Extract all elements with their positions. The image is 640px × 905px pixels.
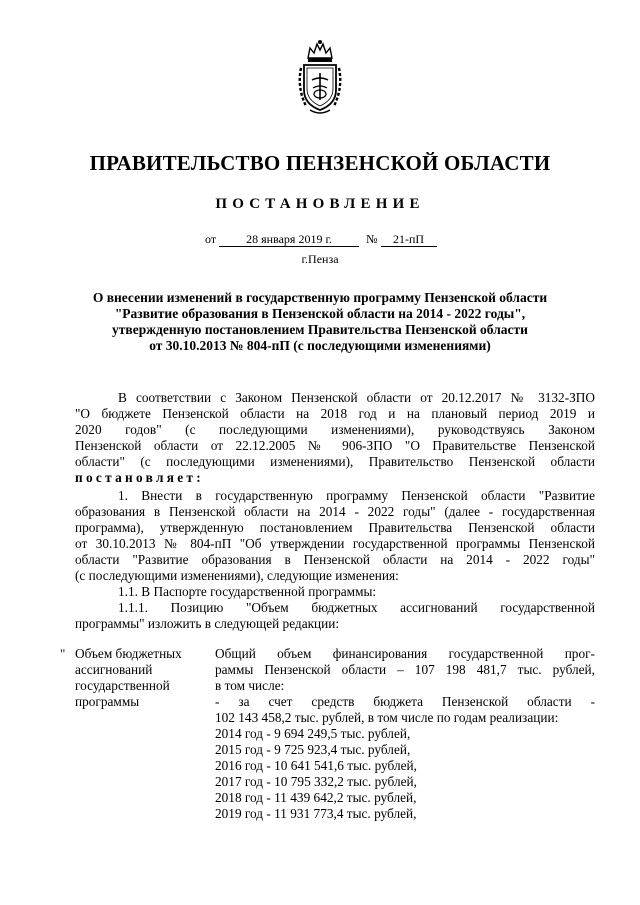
content-line: 102 143 458,2 тыс. рублей, в том числе по годам реализации: (215, 710, 559, 725)
preamble-line: "О бюджете Пензенской области на 2018 год и на плановый период 2019 и (75, 406, 595, 421)
document-type: ПОСТАНОВЛЕНИЕ (215, 196, 425, 212)
label-line: Объем бюджетных (75, 646, 182, 661)
content-line: раммы Пензенской области – 107 198 481,7 тыс. рублей, (215, 662, 595, 677)
document-number: 21-пП (381, 233, 437, 247)
date-prefix: от (205, 232, 217, 246)
title-line: О внесении изменений в государственную программу Пензенской области (92, 290, 548, 305)
date-line (205, 232, 437, 247)
item-1-line: образования в Пензенской области на 2014 - 2022 годы" (далее - государственная (75, 504, 595, 519)
item-1-line: области "Развитие образования в Пензенской области на 2014 - 2022 годы" (75, 552, 595, 567)
content-line: 2017 год - 10 795 332,2 тыс. рублей, (215, 774, 417, 789)
number-prefix: № (366, 232, 378, 246)
coat-of-arms-icon (296, 38, 344, 114)
item-1-line: программа), утвержденную постановлением Правительства Пензенской области (75, 520, 595, 535)
title-line: "Развитие образования в Пензенской области на 2014 - 2022 годы", (114, 306, 526, 321)
opening-quote: " (60, 646, 66, 661)
item-1-line: 1. Внести в государственную программу Пензенской области "Развитие (118, 488, 595, 503)
content-line: 2018 год - 11 439 642,2 тыс. рублей, (215, 790, 417, 805)
document-title (0, 290, 640, 354)
content-line: 2015 год - 9 725 923,4 тыс. рублей, (215, 742, 411, 757)
item-1-line: (с последующими изменениями), следующие изменения: (75, 568, 399, 583)
preamble-line: Пензенской области от 22.12.2005 № 906-ЗПО "О Правительстве Пензенской (75, 438, 595, 453)
label-line: ассигнований (75, 662, 153, 677)
label-line: государственной (75, 678, 170, 693)
document-date: 28 января 2019 г. (219, 233, 359, 247)
preamble-line: 2020 годов" (с последующими изменениями), руководствуясь Законом (75, 422, 595, 437)
content-line: 2019 год - 11 931 773,4 тыс. рублей, (215, 806, 417, 821)
table-label-cell (75, 646, 205, 710)
table-content-cell (215, 646, 595, 822)
item-1 (75, 488, 595, 632)
content-line: в том числе: (215, 678, 285, 693)
content-line: Общий объем финансирования государственной прог- (215, 646, 595, 661)
item-1-1: 1.1. В Паспорте государственной программы: (118, 584, 377, 599)
content-line: - за счет средств бюджета Пензенской области - (215, 694, 595, 709)
title-line: утвержденную постановлением Правительства Пензенской области (112, 322, 528, 337)
item-1-line: от 30.10.2013 № 804-пП "Об утверждении государственной программы Пензенской (75, 536, 595, 551)
preamble-line: области" (с последующими изменениями), Правительство Пензенской области (75, 454, 595, 469)
title-line: от 30.10.2013 № 804-пП (с последующими изменениями) (149, 338, 491, 353)
preamble-line: В соответствии с Законом Пензенской области от 20.12.2017 № 3132-ЗПО (118, 390, 595, 405)
government-name: ПРАВИТЕЛЬСТВО ПЕНЗЕНСКОЙ ОБЛАСТИ (89, 151, 551, 175)
content-line: 2016 год - 10 641 541,6 тыс. рублей, (215, 758, 417, 773)
content-line: 2014 год - 9 694 249,5 тыс. рублей, (215, 726, 411, 741)
item-1-1-1-line: 1.1.1. Позицию "Объем бюджетных ассигнований государственной (118, 600, 595, 615)
preamble (75, 390, 595, 486)
item-1-1-1-line: программы" изложить в следующей редакции: (75, 616, 340, 631)
resolves-word: постановляет: (75, 470, 204, 485)
city: г.Пенза (301, 252, 339, 266)
label-line: программы (75, 694, 140, 709)
